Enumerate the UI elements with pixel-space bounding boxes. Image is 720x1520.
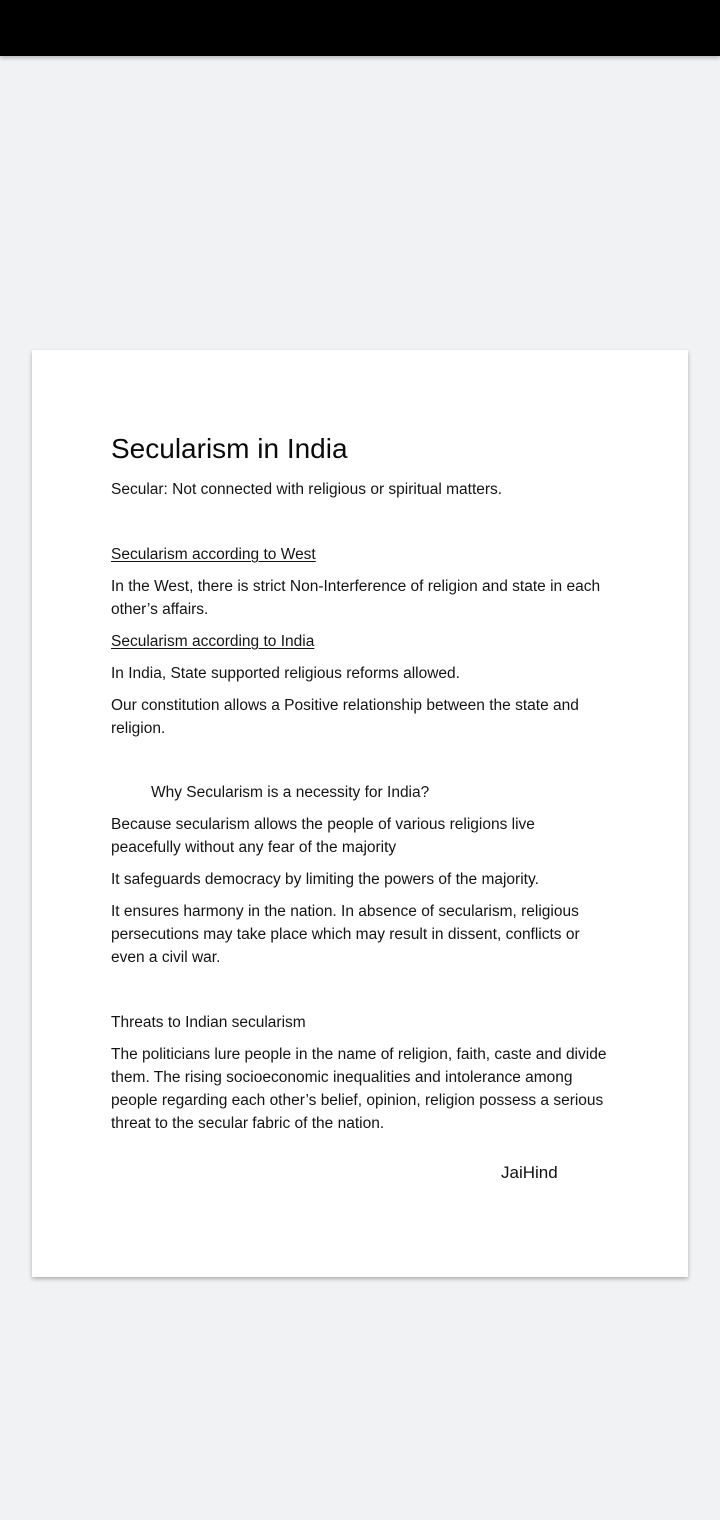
necessity-paragraph-2: It safeguards democracy by limiting the powers of the majority. <box>111 871 539 888</box>
india-paragraph-2: Our constitution allows a Positive relationship between the state and religion. <box>111 697 579 737</box>
heading-necessity: Why Secularism is a necessity for India? <box>151 784 430 801</box>
threats-body: The politicians lure people in the name of religion, faith, caste and divide them. The rising socioeconomic inequalities and intolerance among people regarding each other’s belief, opinion, religion possess a serious threat to the secular fabric of the nation. <box>111 1046 607 1132</box>
necessity-paragraph-1: Because secularism allows the people of various religions live peacefully without any fear of the majority <box>111 816 535 856</box>
document-page[interactable] <box>32 350 688 1277</box>
heading-west: Secularism according to West <box>111 546 316 563</box>
west-body: In the West, there is strict Non-Interference of religion and state in each other’s affairs. <box>111 578 601 618</box>
definition-text: Secular: Not connected with religious or spiritual matters. <box>111 481 503 498</box>
top-status-bar <box>0 0 720 56</box>
heading-india: Secularism according to India <box>111 633 315 650</box>
india-paragraph-1: In India, State supported religious reforms allowed. <box>111 665 460 682</box>
heading-threats: Threats to Indian secularism <box>111 1014 306 1031</box>
signoff-text: JaiHind <box>501 1163 558 1182</box>
document-title: Secularism in India <box>111 433 348 464</box>
necessity-paragraph-3: It ensures harmony in the nation. In absence of secularism, religious persecutions may take place which may result in dissent, conflicts or even a civil war. <box>111 903 580 966</box>
